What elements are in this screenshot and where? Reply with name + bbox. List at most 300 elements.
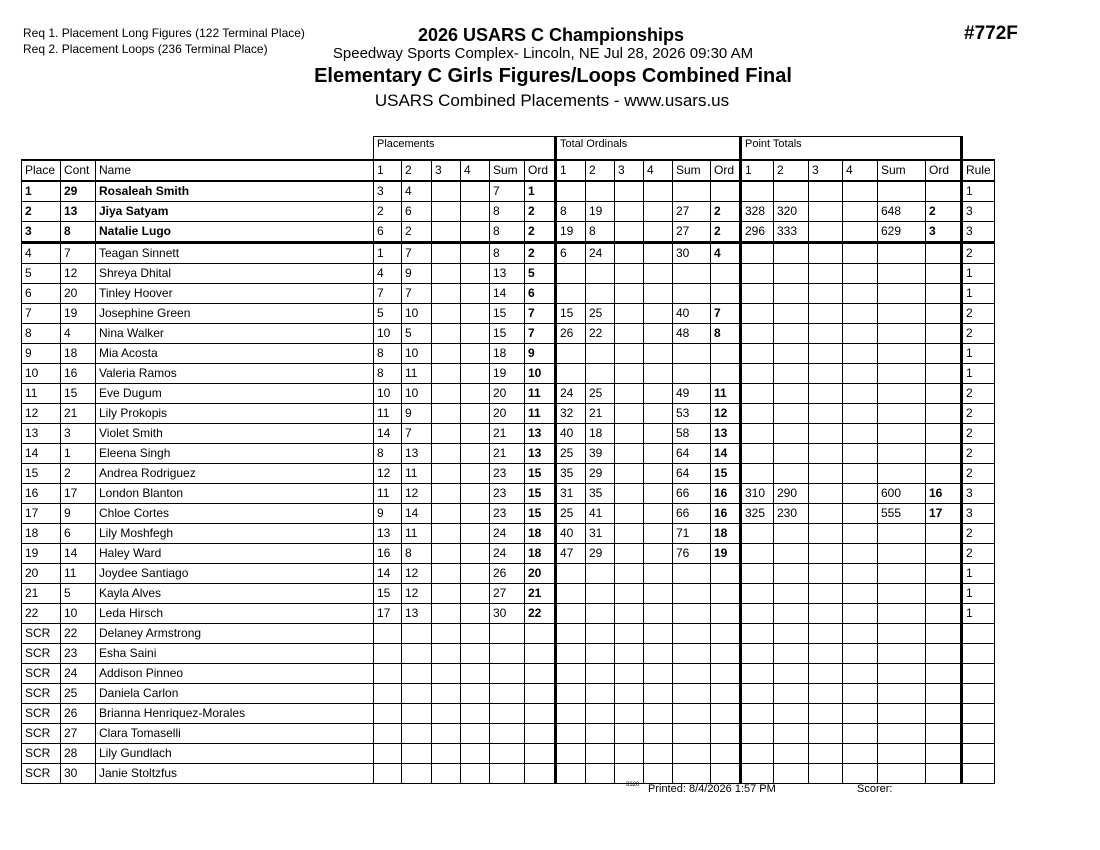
cell-ptsum: 629: [878, 222, 926, 243]
cell-p1: 14: [374, 424, 402, 444]
cell-pt2: [774, 744, 809, 764]
table-row: [22, 724, 995, 744]
cell-t1: [556, 564, 586, 584]
cell-name: Teagan Sinnett: [96, 243, 374, 264]
cell-p4: [461, 404, 490, 424]
cell-pt4: [843, 584, 878, 604]
cell-t3: [615, 484, 644, 504]
cell-t4: [644, 524, 673, 544]
cell-t3: [615, 444, 644, 464]
cell-pt2: [774, 324, 809, 344]
cell-p4: [461, 644, 490, 664]
cell-place: SCR: [22, 764, 61, 784]
cell-tsum: [673, 664, 711, 684]
cell-ptsum: [878, 424, 926, 444]
cell-pt1: 325: [741, 504, 774, 524]
cell-t2: 29: [586, 544, 615, 564]
cell-psum: [490, 704, 525, 724]
cell-tord: 18: [711, 524, 741, 544]
cell-pord: 13: [525, 424, 556, 444]
cell-pt1: [741, 384, 774, 404]
cell-pt4: [843, 624, 878, 644]
cell-pt1: [741, 604, 774, 624]
cell-ptord: [926, 284, 962, 304]
cell-pt2: [774, 764, 809, 784]
cell-ptsum: [878, 644, 926, 664]
cell-tord: [711, 364, 741, 384]
cell-p3: [432, 564, 461, 584]
cell-tord: [711, 664, 741, 684]
cell-pt2: [774, 344, 809, 364]
cell-ptsum: [878, 684, 926, 704]
cell-p1: [374, 764, 402, 784]
cell-pt3: [809, 604, 843, 624]
cell-name: Brianna Henriquez-Morales: [96, 704, 374, 724]
table-row: [22, 704, 995, 724]
cell-p3: [432, 404, 461, 424]
cell-pt3: [809, 624, 843, 644]
cell-tsum: 40: [673, 304, 711, 324]
cell-p1: 3: [374, 181, 402, 202]
cell-pord: 11: [525, 384, 556, 404]
cell-place: 9: [22, 344, 61, 364]
cell-cont: 22: [61, 624, 96, 644]
column-header: 3: [432, 160, 461, 181]
cell-pt1: [741, 243, 774, 264]
cell-p2: [402, 664, 432, 684]
cell-p1: 8: [374, 444, 402, 464]
cell-pt3: [809, 181, 843, 202]
cell-t4: [644, 222, 673, 243]
cell-cont: 21: [61, 404, 96, 424]
column-header-row: [22, 160, 995, 181]
cell-t1: 25: [556, 504, 586, 524]
cell-t1: 40: [556, 424, 586, 444]
cell-ptord: [926, 684, 962, 704]
cell-p4: [461, 684, 490, 704]
cell-pord: 7: [525, 324, 556, 344]
cell-p4: [461, 464, 490, 484]
cell-t1: [556, 764, 586, 784]
cell-p3: [432, 264, 461, 284]
cell-p3: [432, 284, 461, 304]
cell-name: Eve Dugum: [96, 384, 374, 404]
table-row: [22, 181, 995, 202]
cell-pt4: [843, 181, 878, 202]
cell-t3: [615, 243, 644, 264]
cell-p4: [461, 284, 490, 304]
cell-cont: 16: [61, 364, 96, 384]
cell-t2: 22: [586, 324, 615, 344]
cell-tsum: 66: [673, 504, 711, 524]
cell-rule: 3: [962, 222, 995, 243]
cell-place: 19: [22, 544, 61, 564]
cell-tord: 12: [711, 404, 741, 424]
cell-t3: [615, 544, 644, 564]
cell-p2: 9: [402, 264, 432, 284]
cell-pt2: 333: [774, 222, 809, 243]
cell-place: 5: [22, 264, 61, 284]
cell-t4: [644, 264, 673, 284]
cell-pt4: [843, 724, 878, 744]
cell-pt4: [843, 344, 878, 364]
column-header: Ord: [926, 160, 962, 181]
cell-pord: 11: [525, 404, 556, 424]
cell-t1: 35: [556, 464, 586, 484]
cell-t1: 15: [556, 304, 586, 324]
cell-p2: 8: [402, 544, 432, 564]
cell-pt1: [741, 444, 774, 464]
column-header: Ord: [711, 160, 741, 181]
cell-psum: 20: [490, 404, 525, 424]
cell-t2: 25: [586, 304, 615, 324]
cell-tsum: [673, 604, 711, 624]
cell-p4: [461, 744, 490, 764]
cell-tsum: [673, 564, 711, 584]
cell-p1: [374, 724, 402, 744]
cell-t3: [615, 744, 644, 764]
cell-cont: 24: [61, 664, 96, 684]
cell-p2: 7: [402, 243, 432, 264]
cell-t2: 25: [586, 384, 615, 404]
cell-p1: 1: [374, 243, 402, 264]
cell-psum: 14: [490, 284, 525, 304]
cell-pt2: [774, 444, 809, 464]
cell-pt2: 290: [774, 484, 809, 504]
cell-t1: [556, 724, 586, 744]
cell-tsum: 48: [673, 324, 711, 344]
cell-p2: 13: [402, 444, 432, 464]
cell-ptord: [926, 524, 962, 544]
cell-pt3: [809, 404, 843, 424]
cell-ptord: [926, 344, 962, 364]
group-placements: Placements: [374, 137, 556, 161]
cell-name: Natalie Lugo: [96, 222, 374, 243]
cell-place: 1: [22, 181, 61, 202]
cell-p4: [461, 724, 490, 744]
cell-tord: [711, 564, 741, 584]
cell-p4: [461, 424, 490, 444]
column-header: 2: [402, 160, 432, 181]
cell-tord: 7: [711, 304, 741, 324]
cell-p2: 11: [402, 364, 432, 384]
cell-t1: [556, 284, 586, 304]
cell-tord: [711, 624, 741, 644]
table-row: [22, 464, 995, 484]
cell-pord: 20: [525, 564, 556, 584]
cell-ptord: [926, 664, 962, 684]
cell-cont: 23: [61, 644, 96, 664]
cell-place: 17: [22, 504, 61, 524]
cell-cont: 11: [61, 564, 96, 584]
table-row: [22, 384, 995, 404]
cell-p1: [374, 684, 402, 704]
cell-t3: [615, 564, 644, 584]
cell-p3: [432, 624, 461, 644]
cell-pt2: [774, 284, 809, 304]
cell-ptsum: [878, 664, 926, 684]
cell-pt2: [774, 564, 809, 584]
cell-ptord: [926, 181, 962, 202]
cell-p1: 10: [374, 324, 402, 344]
cell-ptsum: 648: [878, 202, 926, 222]
cell-place: 14: [22, 444, 61, 464]
cell-ptord: [926, 364, 962, 384]
cell-p2: [402, 624, 432, 644]
cell-t4: [644, 704, 673, 724]
cell-place: 10: [22, 364, 61, 384]
cell-psum: [490, 684, 525, 704]
cell-pt1: [741, 764, 774, 784]
column-header: Name: [96, 160, 374, 181]
group-header-row: [22, 137, 995, 161]
table-row: [22, 304, 995, 324]
cell-rule: 2: [962, 444, 995, 464]
cell-p1: 11: [374, 404, 402, 424]
cell-rule: [962, 664, 995, 684]
cell-psum: 15: [490, 324, 525, 344]
cell-t2: [586, 724, 615, 744]
cell-rule: 1: [962, 264, 995, 284]
cell-p2: [402, 744, 432, 764]
cell-cont: 5: [61, 584, 96, 604]
cell-t4: [644, 564, 673, 584]
cell-p3: [432, 304, 461, 324]
cell-pt4: [843, 444, 878, 464]
cell-tsum: [673, 644, 711, 664]
cell-ptsum: [878, 444, 926, 464]
cell-tord: [711, 181, 741, 202]
cell-place: 3: [22, 222, 61, 243]
cell-cont: 3: [61, 424, 96, 444]
cell-pt4: [843, 684, 878, 704]
table-row: [22, 243, 995, 264]
cell-psum: [490, 624, 525, 644]
table-row: [22, 202, 995, 222]
cell-pt2: [774, 724, 809, 744]
cell-place: SCR: [22, 624, 61, 644]
column-header: 3: [615, 160, 644, 181]
cell-tsum: 58: [673, 424, 711, 444]
cell-tsum: 27: [673, 202, 711, 222]
cell-tord: 4: [711, 243, 741, 264]
cell-t3: [615, 764, 644, 784]
cell-pt1: [741, 264, 774, 284]
cell-name: Lily Moshfegh: [96, 524, 374, 544]
table-row: [22, 644, 995, 664]
cell-tsum: 64: [673, 464, 711, 484]
table-row: [22, 404, 995, 424]
cell-name: Chloe Cortes: [96, 504, 374, 524]
cell-pt2: [774, 604, 809, 624]
table-row: [22, 584, 995, 604]
table-row: [22, 484, 995, 504]
cell-ptord: [926, 544, 962, 564]
table-row: [22, 604, 995, 624]
column-header: 4: [843, 160, 878, 181]
cell-pt4: [843, 364, 878, 384]
cell-t3: [615, 324, 644, 344]
cell-p2: 10: [402, 304, 432, 324]
cell-t3: [615, 264, 644, 284]
cell-pt4: [843, 704, 878, 724]
cell-pt4: [843, 644, 878, 664]
cell-pt1: [741, 744, 774, 764]
cell-p3: [432, 724, 461, 744]
cell-rule: 2: [962, 384, 995, 404]
cell-cont: 15: [61, 384, 96, 404]
cell-p1: 13: [374, 524, 402, 544]
cell-rule: 1: [962, 584, 995, 604]
cell-t2: 18: [586, 424, 615, 444]
cell-t1: [556, 181, 586, 202]
table-row: [22, 624, 995, 644]
cell-t3: [615, 684, 644, 704]
cell-cont: 1: [61, 444, 96, 464]
cell-pt2: [774, 664, 809, 684]
cell-place: 21: [22, 584, 61, 604]
cell-ptsum: 555: [878, 504, 926, 524]
cell-name: London Blanton: [96, 484, 374, 504]
cell-p4: [461, 664, 490, 684]
cell-p1: 5: [374, 304, 402, 324]
cell-pord: 22: [525, 604, 556, 624]
cell-t1: 19: [556, 222, 586, 243]
cell-ptord: [926, 564, 962, 584]
cell-psum: 21: [490, 424, 525, 444]
cell-pord: 5: [525, 264, 556, 284]
cell-psum: 15: [490, 304, 525, 324]
cell-tord: [711, 764, 741, 784]
requirement-1: Req 1. Placement Long Figures (122 Terminal Place): [23, 26, 305, 40]
cell-ptord: [926, 464, 962, 484]
cell-psum: [490, 664, 525, 684]
cell-p1: 16: [374, 544, 402, 564]
cell-t3: [615, 664, 644, 684]
cell-t1: [556, 364, 586, 384]
table-row: [22, 264, 995, 284]
cell-ptord: [926, 704, 962, 724]
cell-pt3: [809, 324, 843, 344]
cell-pt3: [809, 264, 843, 284]
cell-t2: [586, 344, 615, 364]
cell-pord: 10: [525, 364, 556, 384]
cell-pt1: 296: [741, 222, 774, 243]
cell-pt1: [741, 424, 774, 444]
cell-p1: 8: [374, 344, 402, 364]
cell-place: SCR: [22, 744, 61, 764]
cell-cont: 29: [61, 181, 96, 202]
cell-ptsum: [878, 284, 926, 304]
cell-pord: 15: [525, 484, 556, 504]
cell-ptsum: [878, 524, 926, 544]
cell-t1: 31: [556, 484, 586, 504]
cell-pt3: [809, 664, 843, 684]
cell-pt3: [809, 424, 843, 444]
cell-pt3: [809, 284, 843, 304]
cell-pt2: [774, 424, 809, 444]
table-row: [22, 424, 995, 444]
cell-t1: 8: [556, 202, 586, 222]
cell-p1: 15: [374, 584, 402, 604]
cell-p3: [432, 744, 461, 764]
cell-place: 7: [22, 304, 61, 324]
cell-ptord: [926, 384, 962, 404]
cell-place: 20: [22, 564, 61, 584]
cell-p4: [461, 484, 490, 504]
cell-p4: [461, 564, 490, 584]
cell-t1: 25: [556, 444, 586, 464]
cell-place: SCR: [22, 724, 61, 744]
cell-name: Lily Prokopis: [96, 404, 374, 424]
cell-t3: [615, 464, 644, 484]
cell-rule: 2: [962, 524, 995, 544]
cell-t2: [586, 764, 615, 784]
cell-rule: 1: [962, 364, 995, 384]
cell-p1: 8: [374, 364, 402, 384]
cell-rule: 2: [962, 304, 995, 324]
cell-p4: [461, 764, 490, 784]
cell-t3: [615, 202, 644, 222]
cell-p1: 4: [374, 264, 402, 284]
cell-place: 2: [22, 202, 61, 222]
cell-pord: [525, 704, 556, 724]
cell-pt4: [843, 264, 878, 284]
cell-name: Kayla Alves: [96, 584, 374, 604]
cell-ptsum: [878, 764, 926, 784]
cell-pt1: [741, 404, 774, 424]
cell-rule: 2: [962, 544, 995, 564]
cell-p2: 5: [402, 324, 432, 344]
cell-pt2: [774, 304, 809, 324]
cell-t3: [615, 624, 644, 644]
cell-p3: [432, 424, 461, 444]
cell-psum: 23: [490, 464, 525, 484]
cell-t2: 8: [586, 222, 615, 243]
cell-t2: 39: [586, 444, 615, 464]
cell-t3: [615, 344, 644, 364]
cell-name: Addison Pinneo: [96, 664, 374, 684]
cell-pt3: [809, 544, 843, 564]
cell-p2: 10: [402, 344, 432, 364]
cell-pt3: [809, 524, 843, 544]
cell-pord: 6: [525, 284, 556, 304]
cell-ptsum: [878, 584, 926, 604]
cell-tord: 2: [711, 222, 741, 243]
column-header: 4: [644, 160, 673, 181]
cell-pt1: [741, 704, 774, 724]
cell-tsum: [673, 284, 711, 304]
cell-t1: 32: [556, 404, 586, 424]
cell-t2: [586, 624, 615, 644]
cell-ptord: [926, 644, 962, 664]
cell-p4: [461, 524, 490, 544]
cell-tord: 16: [711, 504, 741, 524]
cell-ptsum: [878, 344, 926, 364]
cell-pt4: [843, 222, 878, 243]
cell-pt2: [774, 684, 809, 704]
cell-p2: [402, 724, 432, 744]
cell-p4: [461, 624, 490, 644]
column-header: 1: [374, 160, 402, 181]
cell-tsum: [673, 724, 711, 744]
cell-t3: [615, 304, 644, 324]
cell-t4: [644, 504, 673, 524]
cell-pt1: [741, 684, 774, 704]
cell-rule: 2: [962, 243, 995, 264]
cell-p3: [432, 181, 461, 202]
cell-psum: 7: [490, 181, 525, 202]
